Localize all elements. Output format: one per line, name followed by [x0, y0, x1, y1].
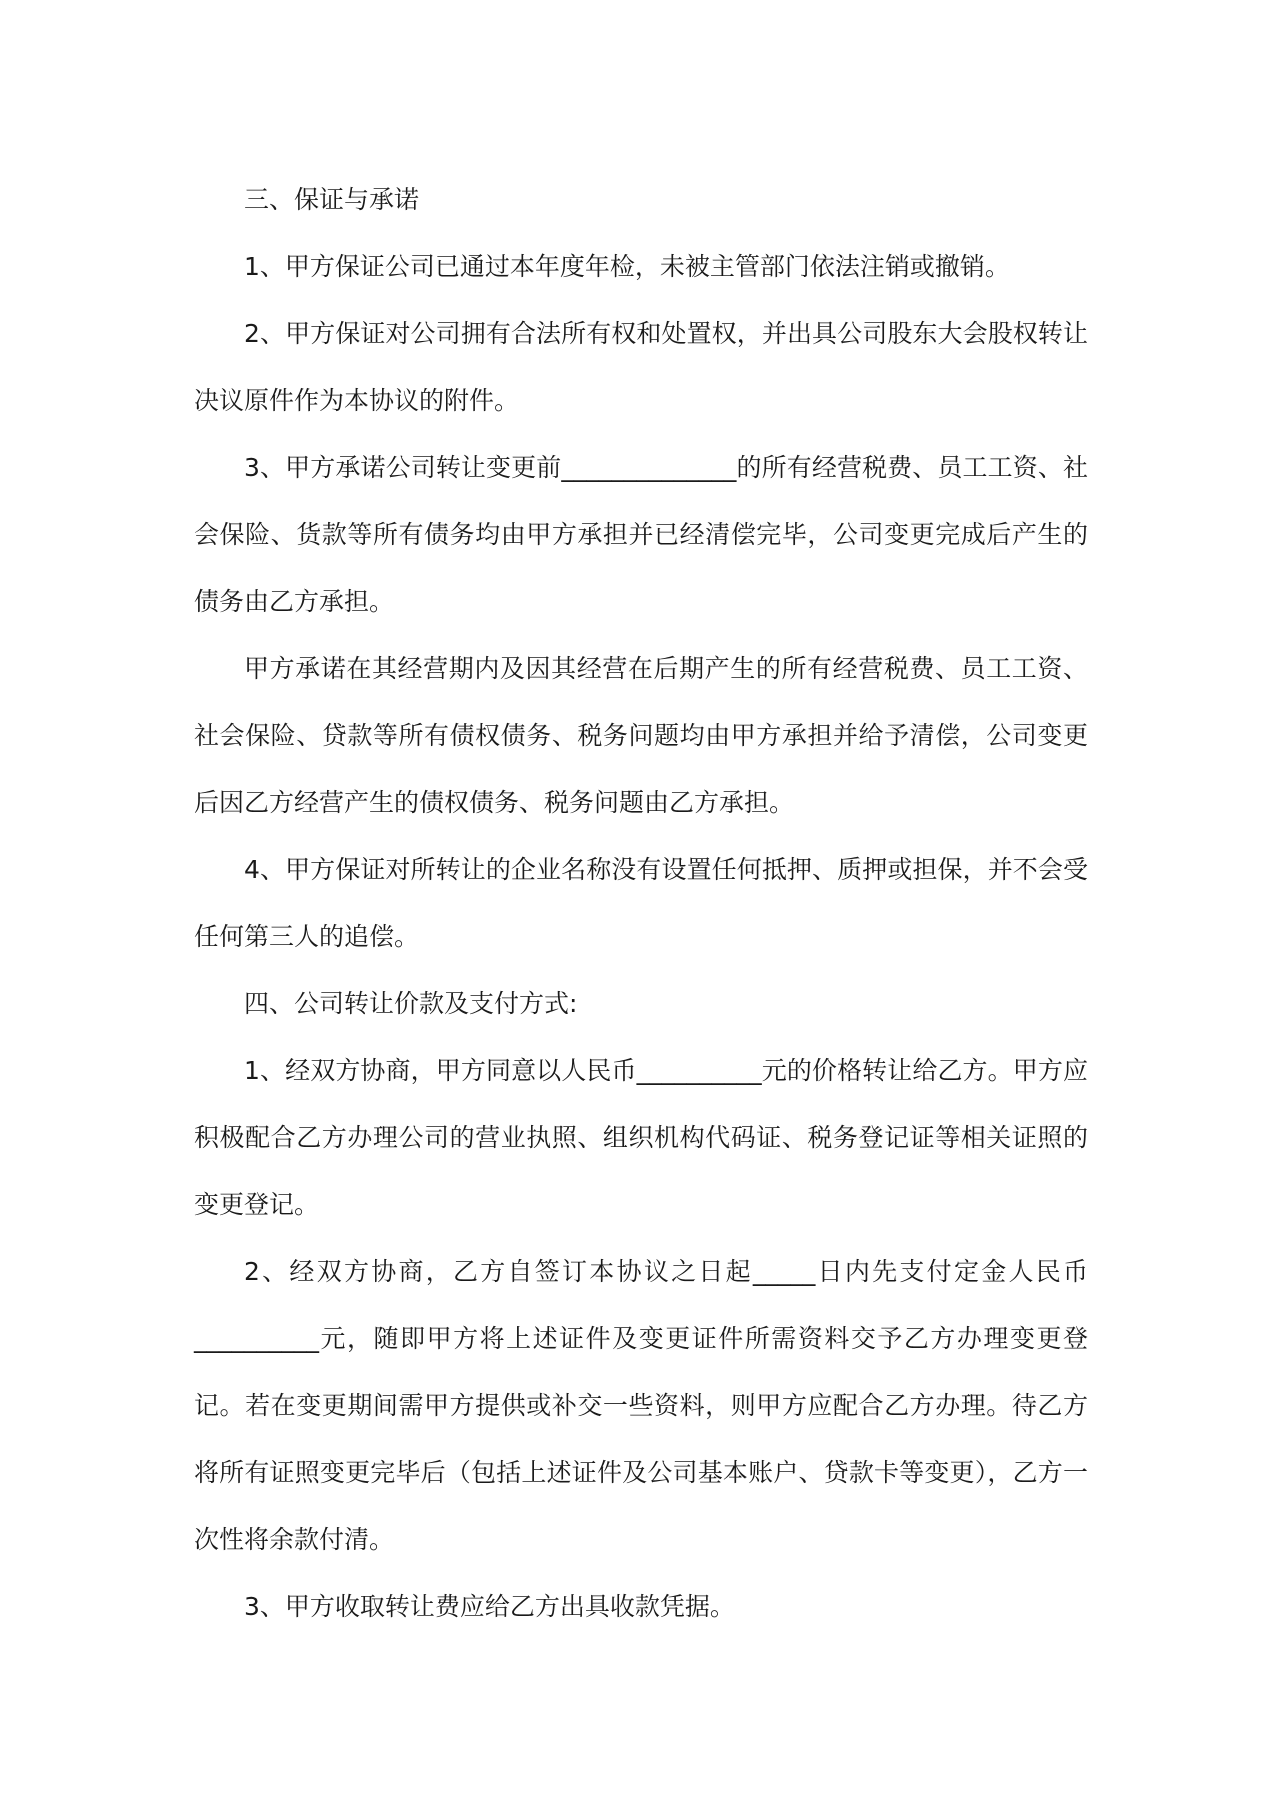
- clause-3-4: 4、甲方保证对所转让的企业名称没有设置任何抵押、质押或担保，并不会受任何第三人的追偿。: [194, 855, 1088, 951]
- clause-4-2: 2、经双方协商，乙方自签订本协议之日起_____日内先支付定金人民币__________元，随即甲方将上述证件及变更证件所需资料交予乙方办理变更登记。若在变更期间需甲方提供或补交一些资料，则甲方应配合乙方办理。待乙方将所有证照变更完毕后（包括上述证件及公司基本账户、贷款卡等变更），乙方一次性将余款付清。: [194, 1257, 1088, 1554]
- clause-4-1: 1、经双方协商，甲方同意以人民币__________元的价格转让给乙方。甲方应积极配合乙方办理公司的营业执照、组织机构代码证、税务登记证等相关证照的变更登记。: [194, 1056, 1088, 1219]
- clause-3-2: 2、甲方保证对公司拥有合法所有权和处置权，并出具公司股东大会股权转让决议原件作为本协议的附件。: [194, 319, 1088, 415]
- clause-3-1: 1、甲方保证公司已通过本年度年检，未被主管部门依法注销或撤销。: [244, 252, 1010, 281]
- clause-3-3: 3、甲方承诺公司转让变更前______________的所有经营税费、员工工资、社会保险、货款等所有债务均由甲方承担并已经清偿完毕，公司变更完成后产生的债务由乙方承担。: [194, 453, 1088, 616]
- document-body: [194, 166, 1088, 1640]
- clause-4-3: 3、甲方收取转让费应给乙方出具收款凭据。: [244, 1592, 735, 1621]
- section-heading-payment: 四、公司转让价款及支付方式:: [244, 989, 578, 1018]
- clause-3-3-continued: 甲方承诺在其经营期内及因其经营在后期产生的所有经营税费、员工工资、社会保险、贷款等所有债权债务、税务问题均由甲方承担并给予清偿，公司变更后因乙方经营产生的债权债务、税务问题由乙方承担。: [194, 654, 1088, 817]
- section-heading-guarantees: 三、保证与承诺: [244, 185, 420, 214]
